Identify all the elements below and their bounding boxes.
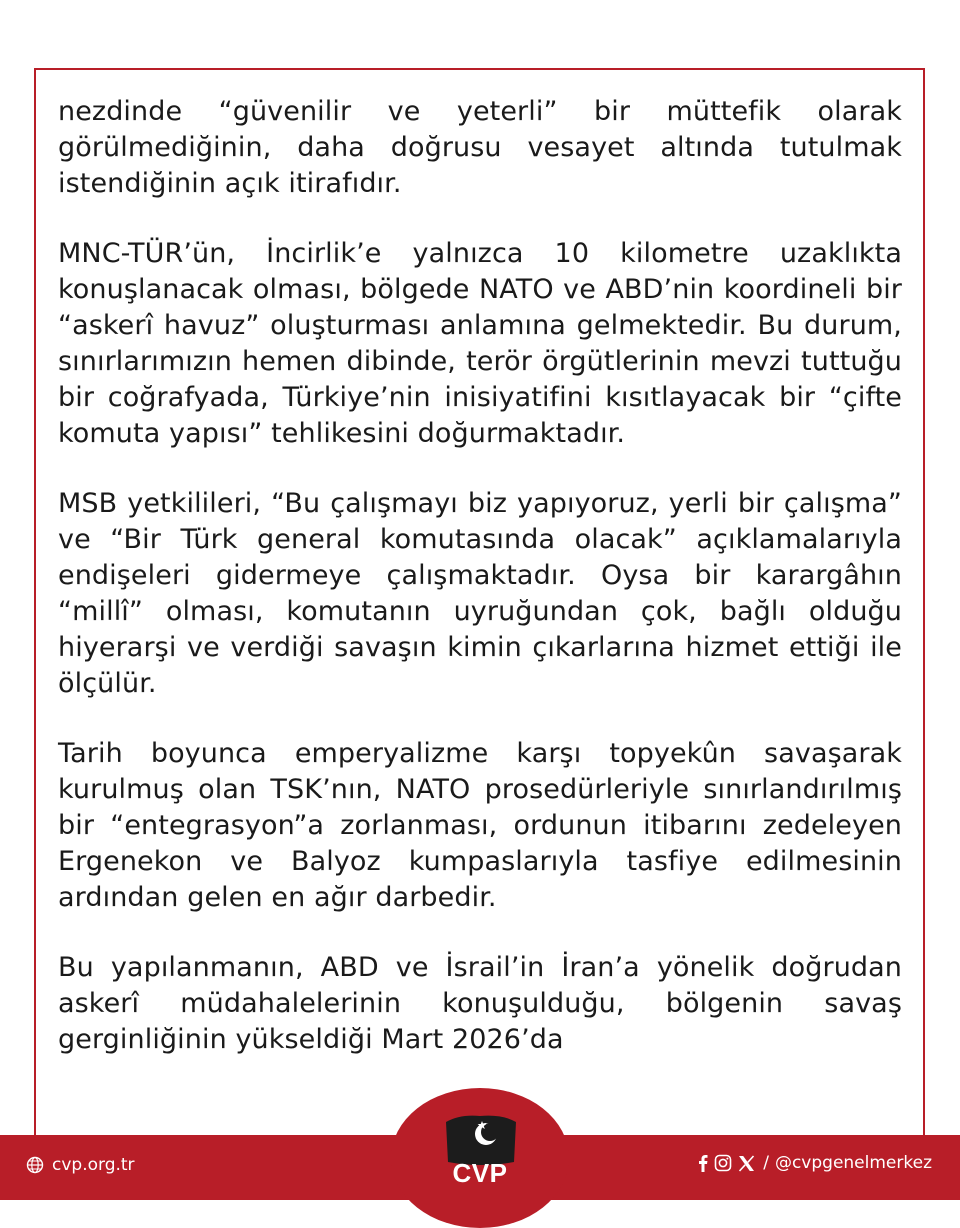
logo-text: CVP (452, 1158, 508, 1188)
globe-icon (26, 1156, 44, 1174)
facebook-icon[interactable] (698, 1154, 708, 1172)
website-link[interactable] (26, 1155, 135, 1175)
separator: / (763, 1153, 769, 1173)
article-body (58, 94, 902, 1092)
x-icon[interactable] (738, 1155, 755, 1172)
paragraph-4: Tarih boyunca emperyalizme karşı topyekûn savaşarak kurulmuş olan TSK’nın, NATO prosedürleriyle sınırlandırılmış bir “entegrasyon”a zorlanması, ordunun itibarını zedeleyen Ergenekon ve Balyoz kumpaslarıyla tasfiye edilmesinin ardından gelen en ağır darbedir. (58, 738, 902, 913)
social-links (698, 1153, 932, 1173)
paragraph-5: Bu yapılanmanın, ABD ve İsrail’in İran’a yönelik doğrudan askerî müdahalelerinin konuşulduğu, bölgenin savaş gerginliğinin yükseldiği Mart 2026’da (58, 952, 902, 1055)
paragraph-2: MNC-TÜR’ün, İncirlik’e yalnızca 10 kilometre uzaklıkta konuşlanacak olması, bölgede NATO ve ABD’nin koordineli bir “askerî havuz” oluşturması anlamına gelmektedir. Bu durum, sınırlarımızın hemen dibinde, terör örgütlerinin mevzi tuttuğu bir coğrafyada, Türkiye’nin inisiyatifini kısıtlayacak bir “çifte komuta yapısı” tehlikesini doğurmaktadır. (58, 238, 902, 449)
instagram-icon[interactable] (714, 1154, 732, 1172)
website-text: cvp.org.tr (52, 1155, 135, 1175)
social-handle[interactable]: @cvpgenelmerkez (774, 1153, 932, 1173)
paragraph-1: nezdinde “güvenilir ve yeterli” bir müttefik olarak görülmediğinin, daha doğrusu vesayet altında tutulmak istendiğinin açık itirafıdır. (58, 96, 902, 199)
paragraph-3: MSB yetkilileri, “Bu çalışmayı biz yapıyoruz, yerli bir çalışma” ve “Bir Türk general komutasında olacak” açıklamalarıyla endişeleri gidermeye çalışmaktadır. Oysa bir karargâhın “millî” olması, komutanın uyruğundan çok, bağlı olduğu hiyerarşi ve verdiği savaşın kimin çıkarlarına hizmet ettiği ile ölçülür. (58, 488, 902, 699)
